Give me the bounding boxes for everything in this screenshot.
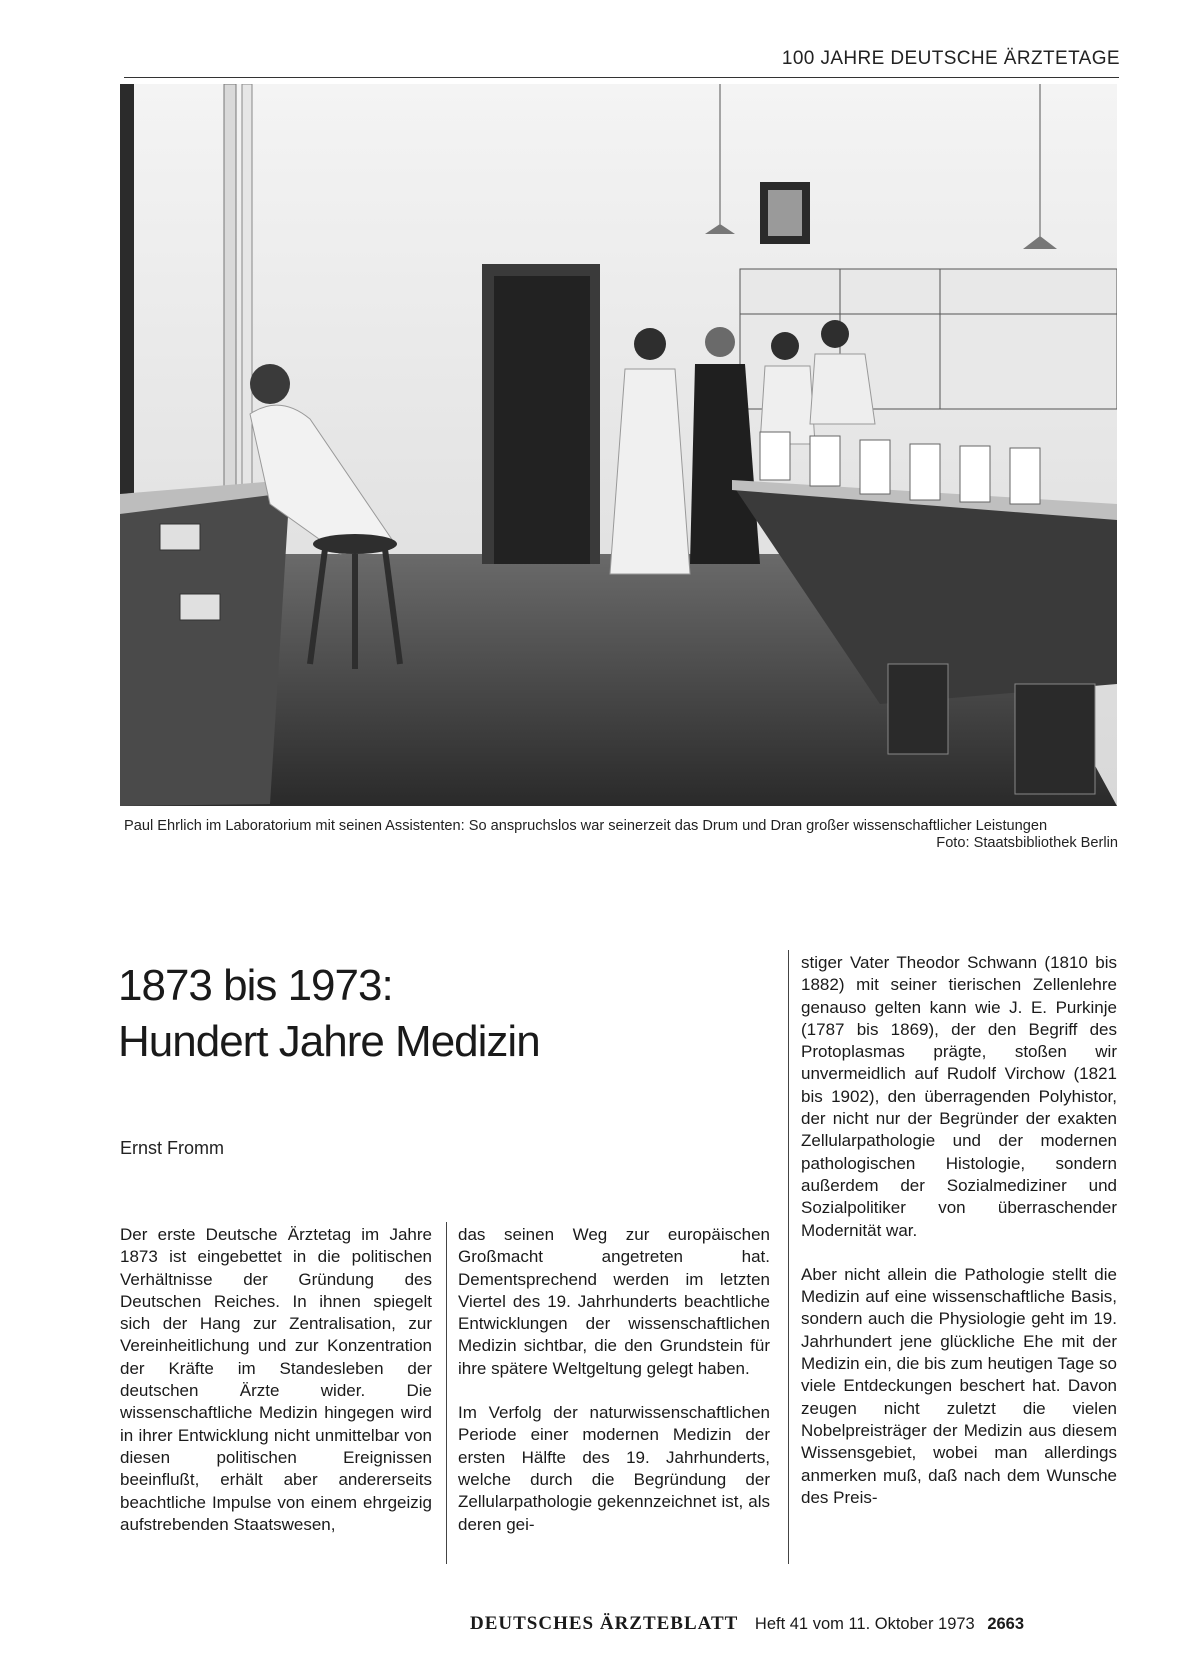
title-line-2: Hundert Jahre Medizin (118, 1017, 540, 1066)
laboratory-photo (120, 84, 1117, 806)
caption-text: Paul Ehrlich im Laboratorium mit seinen Assistenten: So anspruchslos war seinerzeit das Drum und Dran großer wissenschaftlicher Leistungen (124, 818, 1048, 834)
article-author: Ernst Fromm (120, 1138, 225, 1158)
photo-caption (124, 818, 1118, 851)
column-divider (446, 1222, 447, 1564)
paragraph: Der erste Deutsche Ärztetag im Jahre 1873 ist eingebettet in die politischen Verhältnisse der Gründung des Deutschen Reiches. In ihnen spiegelt sich der Hang zur Zentralisation, zur Vereinheitlichung und zur Konzentration der Kräfte im Standesleben der deutschen Ärzte wider. Die wissenschaftliche Medizin hingegen wird in ihrer Entwicklung nicht unmittelbar von diesen politischen Ereignissen beeinflußt, erhält aber andererseits beachtliche Impulse von einem ehrgeizig aufstrebenden Staatswesen, (120, 1225, 432, 1534)
photo-credit: Foto: Staatsbibliothek Berlin (936, 835, 1118, 851)
paragraph: stiger Vater Theodor Schwann (1810 bis 1882) mit seiner tierischen Zellenlehre genauso gelten kann wie J. E. Purkinje (1787 bis 1869), der den Begriff des Protoplasmas prägte, stoßen wir unvermeidlich auf Rudolf Virchow (1821 bis 1902), den überragenden Polyhistor, der nicht nur der Begründer der exakten Zellularpathologie und der modernen pathologischen Histologie, sondern außerdem der Sozialmediziner und Sozialpolitiker von überraschender Modernität war. (801, 953, 1117, 1240)
text-column-3 (801, 952, 1117, 1531)
column-divider (788, 950, 789, 1564)
page-footer (470, 1613, 1024, 1635)
header-rule (124, 77, 1119, 78)
text-column-2 (458, 1224, 770, 1558)
running-title: 100 JAHRE DEUTSCHE ÄRZTETAGE (781, 48, 1120, 69)
journal-name: DEUTSCHES ÄRZTEBLATT (470, 1613, 739, 1634)
text-column-1 (120, 1224, 432, 1558)
title-line-1: 1873 bis 1973: (118, 961, 393, 1010)
issue-info: Heft 41 vom 11. Oktober 1973 (754, 1615, 975, 1633)
page-number: 2663 (987, 1615, 1025, 1633)
paragraph: Im Verfolg der naturwissenschaftlichen Periode einer modernen Medizin der ersten Hälfte des 19. Jahrhunderts, welche durch die Begründung der Zellularpathologie gekennzeichnet ist, als deren gei- (458, 1403, 770, 1534)
paragraph: Aber nicht allein die Pathologie stellt die Medizin auf eine wissenschaftliche Basis, sondern auch die Physiologie geht im 19. Jahrhundert jene glückliche Ehe mit der Medizin ein, die bis zum heutigen Tage so viele Entdeckungen beschert hat. Davon zeugen nicht zuletzt die vielen Nobelpreisträger der Medizin aus diesem Wissensgebiet, wobei man allerdings anmerken muß, daß nach dem Wunsche des Preis- (801, 1264, 1117, 1507)
article-title (118, 958, 540, 1070)
paragraph: das seinen Weg zur europäischen Großmacht angetreten hat. Dementsprechend werden im letzten Viertel des 19. Jahrhunderts beachtliche Entwicklungen der wissenschaftlichen Medizin sichtbar, die den Grundstein für ihre spätere Weltgeltung gelegt haben. (458, 1225, 770, 1378)
